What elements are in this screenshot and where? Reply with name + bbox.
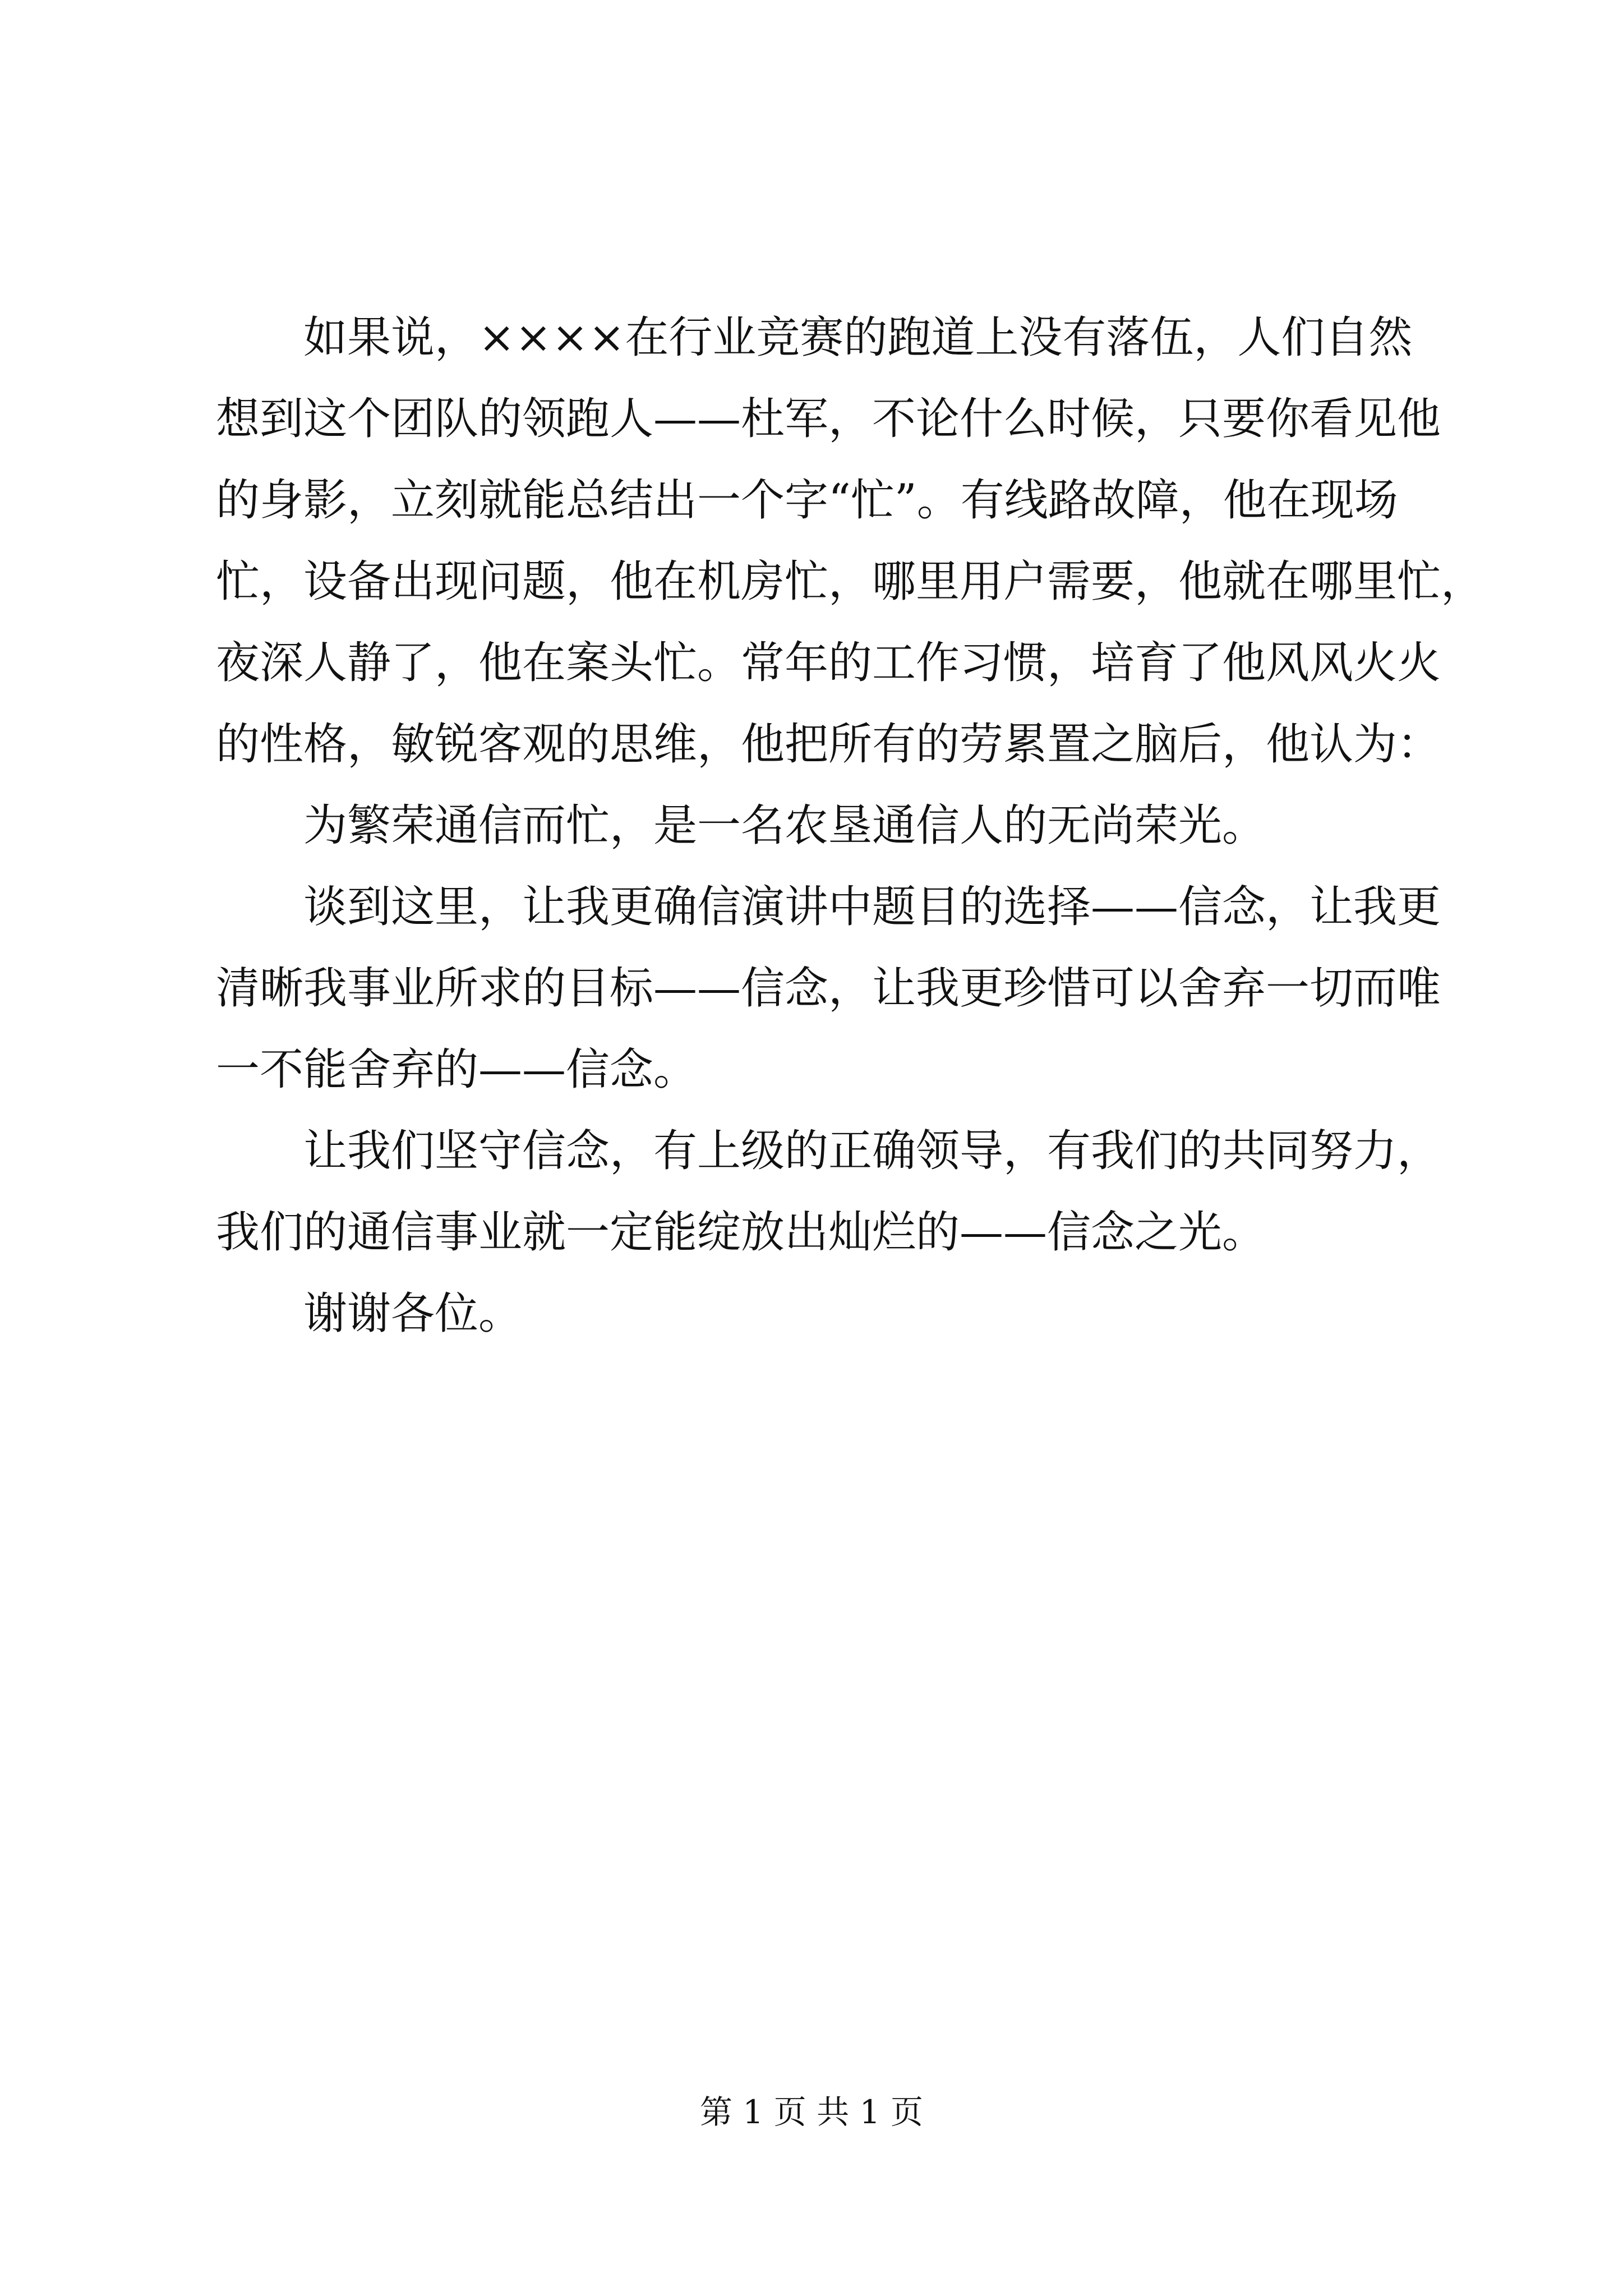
paragraph-2 — [216, 785, 1416, 867]
paragraph-line: 一不能舍弃的——信念。 — [216, 1045, 698, 1095]
paragraph-line: 清晰我事业所求的目标——信念，让我更珍惜可以舍弃一切而唯 — [216, 963, 1441, 1014]
paragraph-line: 谢谢各位。 — [303, 1289, 523, 1339]
paragraph-line: 的身影，立刻就能总结出一个字“忙”。有线路故障，他在现场 — [216, 475, 1398, 526]
paragraph-3 — [216, 867, 1441, 1111]
paragraph-line: 让我们坚守信念，有上级的正确领导，有我们的共同努力， — [303, 1126, 1441, 1176]
paragraph-line: 夜深人静了，他在案头忙。常年的工作习惯，培育了他风风火火 — [216, 638, 1441, 688]
paragraph-4 — [216, 1111, 1441, 1273]
document-body — [216, 297, 1485, 1355]
page-footer: 第 1 页 共 1 页 — [700, 2093, 923, 2131]
paragraph-line: 想到这个团队的领跑人——杜军，不论什么时候，只要你看见他 — [216, 394, 1441, 444]
paragraph-1 — [216, 297, 1485, 785]
paragraph-line: 忙，设备出现问题，他在机房忙，哪里用户需要，他就在哪里忙， — [216, 556, 1485, 607]
paragraph-line: 的性格，敏锐客观的思维，他把所有的劳累置之脑后，他认为： — [216, 719, 1441, 770]
paragraph-line: 如果说，××××在行业竞赛的跑道上没有落伍，人们自然 — [303, 312, 1413, 363]
paragraph-line: 谈到这里，让我更确信演讲中题目的选择——信念，让我更 — [303, 882, 1441, 932]
paragraph-line: 为繁荣通信而忙，是一名农垦通信人的无尚荣光。 — [303, 800, 1266, 851]
paragraph-line: 我们的通信事业就一定能绽放出灿烂的——信念之光。 — [216, 1207, 1266, 1258]
paragraph-5 — [216, 1273, 1416, 1355]
